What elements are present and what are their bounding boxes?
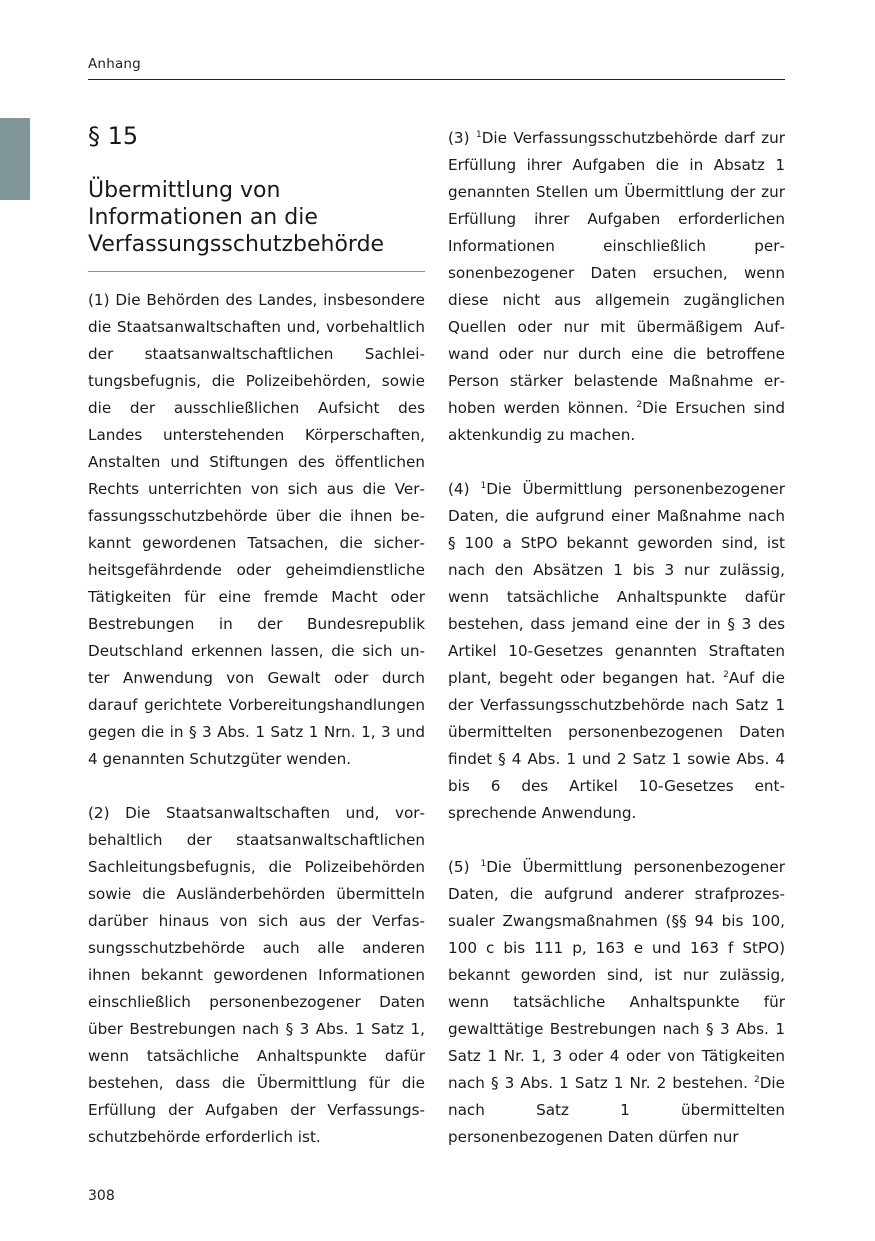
paragraph-4-sentence-1: Die Übermittlung personenbezogener Daten, die aufgrund einer Maßnahme nach § 100 a StPO bekannt geworden sind, ist nach den Absätzen 1 bis 3 nur zulässig, wenn tatsächliche Anhaltspunkte dafür bestehen, dass jemand eine der in § 3 des Artikel 10-Gesetzes genannten Straftaten plant, begeht oder begangen hat.	[448, 480, 785, 687]
paragraph-5-sentence-1: Die Übermittlung personenbezogener Daten, die aufgrund anderer strafprozessualer Zwangsmaßnahmen (§§ 94 bis 100, 100 c bis 111 p, 163 e und 163 f StPO) bekannt geworden sind, ist nur zulässig, wenn tatsächliche Anhaltspunkte für gewalttätige Bestrebungen nach § 3 Abs. 1 Satz 1 Nr. 1, 3 oder 4 oder von Tätigkeiten nach § 3 Abs. 1 Satz 1 Nr. 2 bestehen.	[448, 858, 785, 1092]
paragraph-5-sentence-2: Die nach Satz 1 übermittelten personenbezogenen Daten dürfen nur	[448, 1074, 785, 1146]
paragraph-3-sentence-1: Die Verfassungsschutzbehörde darf zur Erfüllung ihrer Aufgaben die in Absatz 1 genannten Stellen um Übermittlung der zur Erfüllung ihrer Aufgaben erforderlichen Informationen einschließlich personenbezogener Daten ersuchen, wenn diese nicht aus allgemein zugänglichen Quellen oder nur mit übermäßigem Aufwand oder nur durch eine die betroffene Person stärker belastende Maßnahme erhoben werden können.	[448, 129, 785, 417]
paragraph-2: (2) Die Staatsanwaltschaften und, vorbehaltlich der staatsanwaltschaftlichen Sachleitungsbefugnis, die Polizeibehörden sowie die Ausländerbehörden übermitteln darüber hinaus von sich aus der Verfassungsschutzbehörde auch alle anderen ihnen bekannt gewordenen Informationen einschließlich personenbezogener Daten über Bestrebungen nach § 3 Abs. 1 Satz 1, wenn tatsächliche Anhaltspunkte dafür bestehen, dass die Übermittlung für die Erfüllung der Aufgaben der Verfassungsschutzbehörde erforderlich ist.	[88, 804, 425, 1146]
title-divider	[88, 271, 425, 272]
paragraph-3	[448, 125, 785, 449]
sentence-marker: 1	[475, 130, 482, 140]
paragraph-4-prefix: (4)	[448, 480, 481, 498]
paragraph-3-prefix: (3)	[448, 129, 476, 147]
paragraph-4	[448, 476, 785, 827]
paragraph-5	[448, 854, 785, 1151]
sentence-marker: 2	[723, 670, 729, 680]
paragraph-4-sentence-2: Auf die der Verfassungsschutzbehörde nach Satz 1 übermittelten personenbezogenen Daten findet § 4 Abs. 1 und 2 Satz 1 sowie Abs. 4 bis 6 des Artikel 10-Gesetzes entsprechende Anwendung.	[448, 669, 785, 822]
running-header: Anhang	[88, 56, 141, 72]
section-number: § 15	[88, 122, 139, 150]
paragraph-5-prefix: (5)	[448, 858, 481, 876]
sentence-marker: 1	[480, 481, 487, 491]
sentence-marker: 2	[754, 1075, 760, 1085]
section-title: Übermittlung von Informationen an die Verfassungsschutzbehörde	[88, 178, 385, 257]
sentence-marker: 1	[480, 859, 487, 869]
header-divider	[88, 79, 785, 80]
paragraph-1: (1) Die Behörden des Landes, insbesondere die Staatsanwaltschaften und, vorbehaltlich der staatsanwaltschaftlichen Sachleitungsbefugnis, die Polizeibehörden, sowie die der ausschließlichen Aufsicht des Landes unterstehenden Körperschaften, Anstalten und Stiftungen des öffentlichen Rechts unterrichten von sich aus die Verfassungsschutzbehörde über die ihnen bekannt gewordenen Tatsachen, die sicherheitsgefährdende oder geheimdienstliche Tätigkeiten für eine fremde Macht oder Bestrebungen in der Bundesrepublik Deutschland erkennen lassen, die sich unter Anwendung von Gewalt oder durch darauf gerichtete Vorbereitungshandlungen gegen die in § 3 Abs. 1 Satz 1 Nrn. 1, 3 und 4 genannten Schutzgüter wenden.	[88, 291, 425, 768]
paragraph-3-sentence-2: Die Ersuchen sind aktenkundig zu machen.	[448, 399, 785, 444]
page-number: 308	[88, 1188, 115, 1204]
chapter-side-tab	[0, 118, 30, 200]
sentence-marker: 2	[636, 400, 643, 410]
